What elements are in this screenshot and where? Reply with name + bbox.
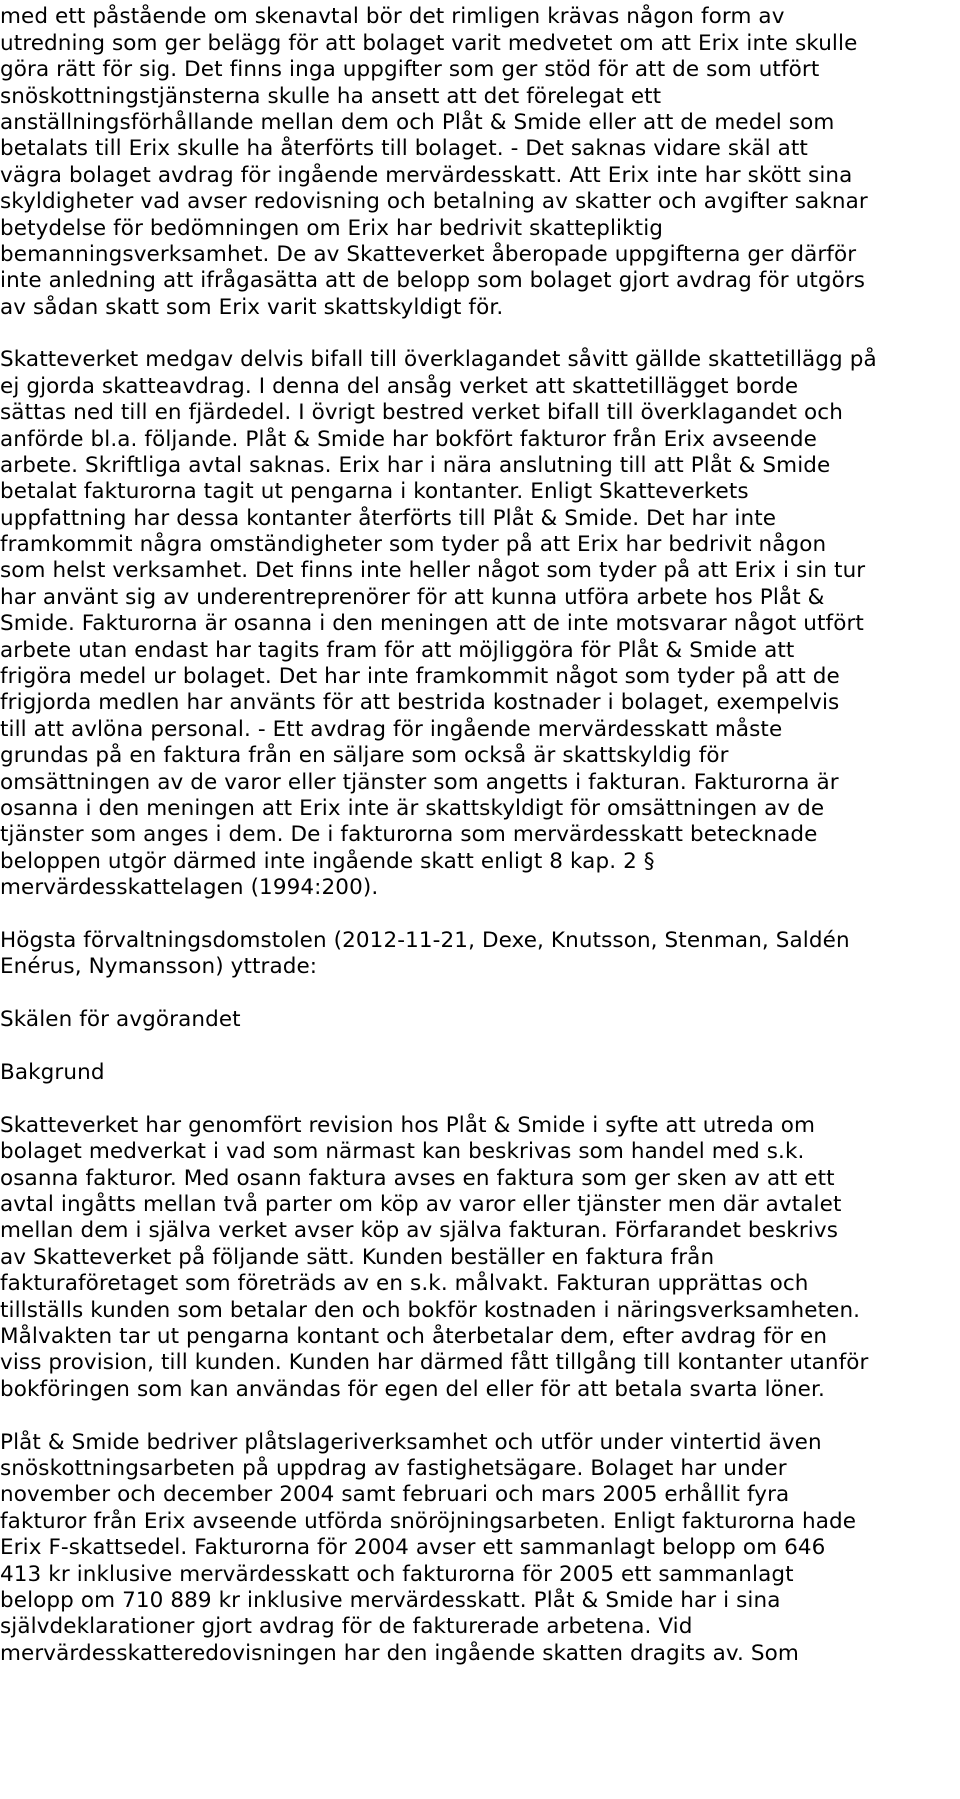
text-line: tjänster som anges i dem. De i fakturorna som mervärdesskatt betecknade [0, 822, 818, 847]
text-line: osanna i den meningen att Erix inte är skattskyldigt för omsättningen av de [0, 796, 825, 821]
text-line: mervärdesskatteredovisningen har den ingående skatten dragits av. Som [0, 1641, 799, 1666]
text-line: 413 kr inklusive mervärdesskatt och fakturorna för 2005 ett sammanlagt [0, 1562, 794, 1587]
text-line: av sådan skatt som Erix varit skattskyldigt för. [0, 295, 504, 320]
text-line: som helst verksamhet. Det finns inte heller något som tyder på att Erix i sin tur [0, 558, 866, 583]
text-line: uppfattning har dessa kontanter återförts till Plåt & Smide. Det har inte [0, 506, 777, 531]
text-line: Högsta förvaltningsdomstolen (2012-11-21, Dexe, Knutsson, Stenman, Saldén [0, 928, 850, 953]
text-line: framkommit några omständigheter som tyder på att Erix har bedrivit någon [0, 532, 827, 557]
text-line: till att avlöna personal. - Ett avdrag för ingående mervärdesskatt måste [0, 717, 783, 742]
text-line: inte anledning att ifrågasätta att de belopp som bolaget gjort avdrag för utgörs [0, 268, 866, 293]
text-line: avtal ingåtts mellan två parter om köp av varor eller tjänster men där avtalet [0, 1192, 842, 1217]
section-heading: Skälen för avgörandet [0, 1007, 241, 1032]
text-line: omsättningen av de varor eller tjänster som angetts i fakturan. Fakturorna är [0, 770, 839, 795]
text-line: snöskottningsarbeten på uppdrag av fastighetsägare. Bolaget har under [0, 1456, 787, 1481]
text-line: vägra bolaget avdrag för ingående mervärdesskatt. Att Erix inte har skött sina [0, 163, 853, 188]
text-line: november och december 2004 samt februari och mars 2005 erhållit fyra [0, 1482, 790, 1507]
text-line: grundas på en faktura från en säljare som också är skattskyldig för [0, 743, 729, 768]
text-line: har använt sig av underentreprenörer för att kunna utföra arbete hos Plåt & [0, 585, 825, 610]
text-line: bemanningsverksamhet. De av Skatteverket åberopade uppgifterna ger därför [0, 242, 857, 267]
text-line: anställningsförhållande mellan dem och Plåt & Smide eller att de medel som [0, 110, 835, 135]
text-line: fakturor från Erix avseende utförda snöröjningsarbeten. Enligt fakturorna hade [0, 1509, 857, 1534]
text-line: anförde bl.a. följande. Plåt & Smide har bokfört fakturor från Erix avseende [0, 427, 817, 452]
text-line: viss provision, till kunden. Kunden har därmed fått tillgång till kontanter utanför [0, 1350, 869, 1375]
text-line: Erix F-skattsedel. Fakturorna för 2004 avser ett sammanlagt belopp om 646 [0, 1535, 826, 1560]
text-line: betalats till Erix skulle ha återförts till bolaget. - Det saknas vidare skäl att [0, 136, 808, 161]
text-line: självdeklarationer gjort avdrag för de fakturerade arbetena. Vid [0, 1614, 693, 1639]
text-line: Målvakten tar ut pengarna kontant och återbetalar dem, efter avdrag för en [0, 1324, 828, 1349]
text-line: utredning som ger belägg för att bolaget varit medvetet om att Erix inte skulle [0, 31, 858, 56]
text-line: ej gjorda skatteavdrag. I denna del ansåg verket att skattetillägget borde [0, 374, 799, 399]
text-line: arbete utan endast har tagits fram för att möjliggöra för Plåt & Smide att [0, 638, 795, 663]
text-line: Skatteverket medgav delvis bifall till överklagandet såvitt gällde skattetillägg på [0, 347, 877, 372]
text-line: med ett påstående om skenavtal bör det rimligen krävas någon form av [0, 4, 785, 29]
text-line: tillställs kunden som betalar den och bokför kostnaden i näringsverksamheten. [0, 1298, 861, 1323]
text-line: mervärdesskattelagen (1994:200). [0, 875, 379, 900]
text-line: snöskottningstjänsterna skulle ha ansett att det förelegat ett [0, 84, 662, 109]
text-line: belopp om 710 889 kr inklusive mervärdesskatt. Plåt & Smide har i sina [0, 1588, 781, 1613]
text-line: sättas ned till en fjärdedel. I övrigt bestred verket bifall till överklagandet och [0, 400, 843, 425]
text-line: bolaget medverkat i vad som närmast kan beskrivas som handel med s.k. [0, 1139, 805, 1164]
text-line: betydelse för bedömningen om Erix har bedrivit skattepliktig [0, 216, 664, 241]
text-line: Plåt & Smide bedriver plåtslageriverksamhet och utför under vintertid även [0, 1430, 822, 1455]
text-line: arbete. Skriftliga avtal saknas. Erix har i nära anslutning till att Plåt & Smide [0, 453, 831, 478]
text-line: frigjorda medlen har använts för att bestrida kostnader i bolaget, exempelvis [0, 690, 840, 715]
text-line: skyldigheter vad avser redovisning och betalning av skatter och avgifter saknar [0, 189, 868, 214]
text-line: frigöra medel ur bolaget. Det har inte framkommit något som tyder på att de [0, 664, 840, 689]
text-line: fakturaföretaget som företräds av en s.k. målvakt. Fakturan upprättas och [0, 1271, 809, 1296]
text-line: av Skatteverket på följande sätt. Kunden beställer en faktura från [0, 1245, 715, 1270]
text-line: mellan dem i själva verket avser köp av själva fakturan. Förfarandet beskrivs [0, 1218, 838, 1243]
text-line: Enérus, Nymansson) yttrade: [0, 954, 318, 979]
text-line: beloppen utgör därmed inte ingående skatt enligt 8 kap. 2 § [0, 849, 655, 874]
text-line: betalat fakturorna tagit ut pengarna i kontanter. Enligt Skatteverkets [0, 479, 749, 504]
text-line: osanna fakturor. Med osann faktura avses en faktura som ger sken av att ett [0, 1166, 835, 1191]
text-line: göra rätt för sig. Det finns inga uppgifter som ger stöd för att de som utfört [0, 57, 820, 82]
text-line: Smide. Fakturorna är osanna i den meningen att de inte motsvarar något utfört [0, 611, 864, 636]
text-line: bokföringen som kan användas för egen del eller för att betala svarta löner. [0, 1377, 825, 1402]
section-heading: Bakgrund [0, 1060, 105, 1085]
text-line: Skatteverket har genomfört revision hos Plåt & Smide i syfte att utreda om [0, 1113, 816, 1138]
